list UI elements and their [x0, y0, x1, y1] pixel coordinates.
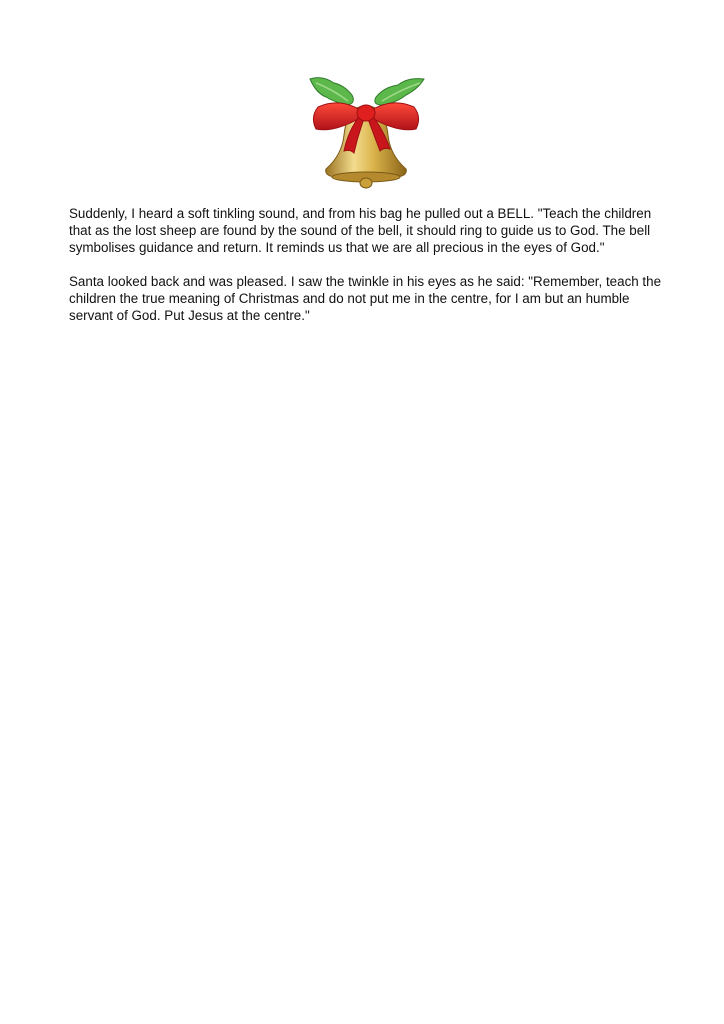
bell-clapper	[360, 178, 372, 188]
red-bow-knot	[357, 105, 375, 121]
story-paragraph: Suddenly, I heard a soft tinkling sound, and from his bag he pulled out a BELL. "Teach the children that as the lost sheep are found by the sound of the bell, it should ring to guide us to God. The bell symbolises guidance and return. It reminds us that we are all precious in the eyes of God."	[69, 206, 652, 255]
story-paragraph: Santa looked back and was pleased. I saw the twinkle in his eyes as he said: "Remember, teach the children the true meaning of Christmas and do not put me in the centre, for I am but an humble servant of God. Put Jesus at the centre."	[69, 274, 662, 323]
christmas-bell-icon	[304, 73, 428, 191]
story-text	[69, 205, 669, 341]
